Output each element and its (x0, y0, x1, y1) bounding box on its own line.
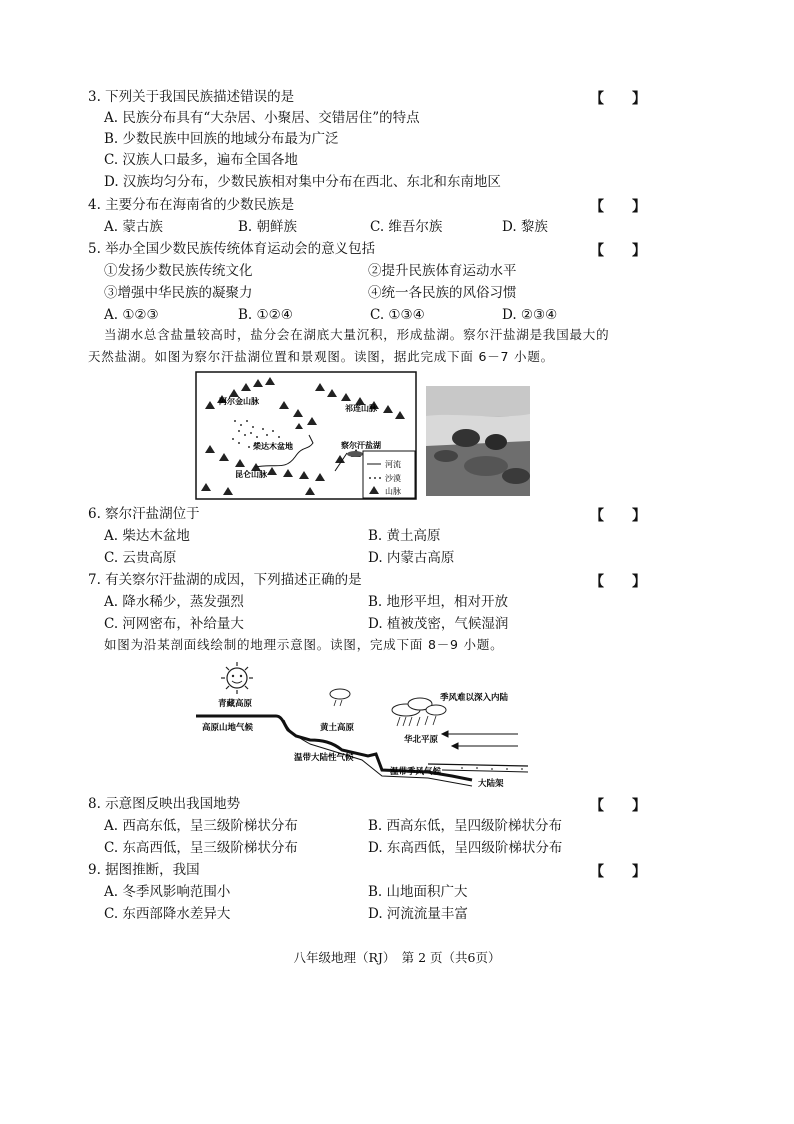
map-label-kunlun: 昆仑山脉 (235, 470, 267, 479)
map-label-qaidam: 柴达木盆地 (253, 442, 293, 451)
label-tibet-plateau: 青藏高原 (218, 699, 253, 709)
q3-stem: 3. 下列关于我国民族描述错误的是 (88, 89, 295, 105)
q8-option-d: D. 东高西低，呈四级阶梯状分布 (368, 840, 563, 856)
q5-statement-1: ①发扬少数民族传统文化 (104, 263, 253, 279)
q8-stem: 8. 示意图反映出我国地势 (88, 796, 241, 812)
q5-option-c: C. ①③④ (370, 307, 425, 323)
q7-answer-bracket: 【 】 (590, 574, 646, 590)
q4-option-c: C. 维吾尔族 (370, 219, 443, 235)
label-loess-plateau: 黄土高原 (320, 723, 355, 733)
q6-option-a: A. 柴达木盆地 (104, 528, 190, 544)
q3-option-c: C. 汉族人口最多，遍布全国各地 (104, 152, 298, 168)
q4-answer-bracket: 【 】 (590, 199, 646, 215)
q5-statement-3: ③增强中华民族的凝聚力 (104, 285, 253, 301)
q4-option-b: B. 朝鲜族 (238, 219, 298, 235)
legend-desert: 沙漠 (385, 474, 401, 483)
q7-option-c: C. 河网密布，补给量大 (104, 616, 244, 632)
label-continental-shelf: 大陆架 (478, 779, 504, 789)
q8-option-a: A. 西高东低，呈三级阶梯状分布 (104, 818, 298, 834)
q7-option-d: D. 植被茂密，气候湿润 (368, 616, 509, 632)
passage-profile: 如图为沿某剖面线绘制的地理示意图。读图，完成下面 8－9 小题。 (104, 637, 504, 652)
label-north-china-plain: 华北平原 (404, 735, 439, 745)
q9-option-b: B. 山地面积广大 (368, 884, 468, 900)
q8-option-b: B. 西高东低，呈四级阶梯状分布 (368, 818, 563, 834)
q6-answer-bracket: 【 】 (590, 508, 646, 524)
q7-option-b: B. 地形平坦，相对开放 (368, 594, 509, 610)
passage-salt-lake-line1: 当湖水总含盐量较高时，盐分会在湖底大量沉积，形成盐湖。察尔汗盐湖是我国最大的 (104, 327, 610, 342)
q5-statement-4: ④统一各民族的风俗习惯 (368, 285, 517, 301)
q3-answer-bracket: 【 】 (590, 91, 646, 107)
monsoon-wind-arrows (442, 731, 518, 749)
qarhan-location-map (195, 371, 417, 500)
q5-option-a: A. ①②③ (104, 307, 159, 323)
rain-cloud-icon (330, 689, 446, 716)
q6-option-c: C. 云贵高原 (104, 550, 177, 566)
q6-option-b: B. 黄土高原 (368, 528, 441, 544)
map-label-qilian: 祁连山脉 (345, 404, 377, 413)
q5-answer-bracket: 【 】 (590, 243, 646, 259)
sun-icon (221, 662, 253, 694)
q4-stem: 4. 主要分布在海南省的少数民族是 (88, 197, 295, 213)
q7-option-a: A. 降水稀少，蒸发强烈 (104, 594, 244, 610)
q6-option-d: D. 内蒙古高原 (368, 550, 455, 566)
terrain-profile-diagram (192, 660, 528, 790)
q5-option-d: D. ②③④ (502, 307, 558, 323)
q3-option-d: D. 汉族均匀分布，少数民族相对集中分布在西北、东北和东南地区 (104, 174, 501, 190)
q4-option-a: A. 蒙古族 (104, 219, 163, 235)
q5-option-b: B. ①②④ (238, 307, 293, 323)
q4-option-d: D. 黎族 (502, 219, 548, 235)
q3-option-a: A. 民族分布具有“大杂居、小聚居、交错居住”的特点 (104, 110, 420, 126)
map-label-altai: 阿尔金山脉 (219, 397, 259, 406)
q3-option-b: B. 少数民族中回族的地域分布最为广泛 (104, 131, 339, 147)
passage-salt-lake-line2: 天然盐湖。如图为察尔汗盐湖位置和景观图。读图，据此完成下面 6－7 小题。 (88, 349, 554, 364)
q9-option-d: D. 河流流量丰富 (368, 906, 468, 922)
label-temperate-monsoon-climate: 温带季风气候 (390, 767, 442, 777)
q9-option-a: A. 冬季风影响范围小 (104, 884, 231, 900)
q9-stem: 9. 据图推断，我国 (88, 862, 200, 878)
q8-answer-bracket: 【 】 (590, 798, 646, 814)
q9-answer-bracket: 【 】 (590, 864, 646, 880)
salt-lake-landscape-photo (426, 386, 530, 496)
page-footer: 八年级地理（RJ） 第 2 页（共6页） (293, 950, 501, 965)
q5-statement-2: ②提升民族体育运动水平 (368, 263, 517, 279)
legend-river: 河流 (385, 460, 401, 469)
label-temperate-continental-climate: 温带大陆性气候 (294, 753, 354, 763)
label-monsoon-inland: 季风难以深入内陆 (440, 693, 509, 703)
q5-stem: 5. 举办全国少数民族传统体育运动会的意义包括 (88, 241, 376, 257)
q7-stem: 7. 有关察尔汗盐湖的成因，下列描述正确的是 (88, 572, 362, 588)
label-plateau-mountain-climate: 高原山地气候 (202, 723, 254, 733)
map-label-qarhan: 察尔汗盐湖 (341, 441, 381, 450)
q8-option-c: C. 东高西低，呈三级阶梯状分布 (104, 840, 298, 856)
legend-mountain: 山脉 (385, 487, 401, 496)
q6-stem: 6. 察尔汗盐湖位于 (88, 506, 200, 522)
q9-option-c: C. 东西部降水差异大 (104, 906, 231, 922)
